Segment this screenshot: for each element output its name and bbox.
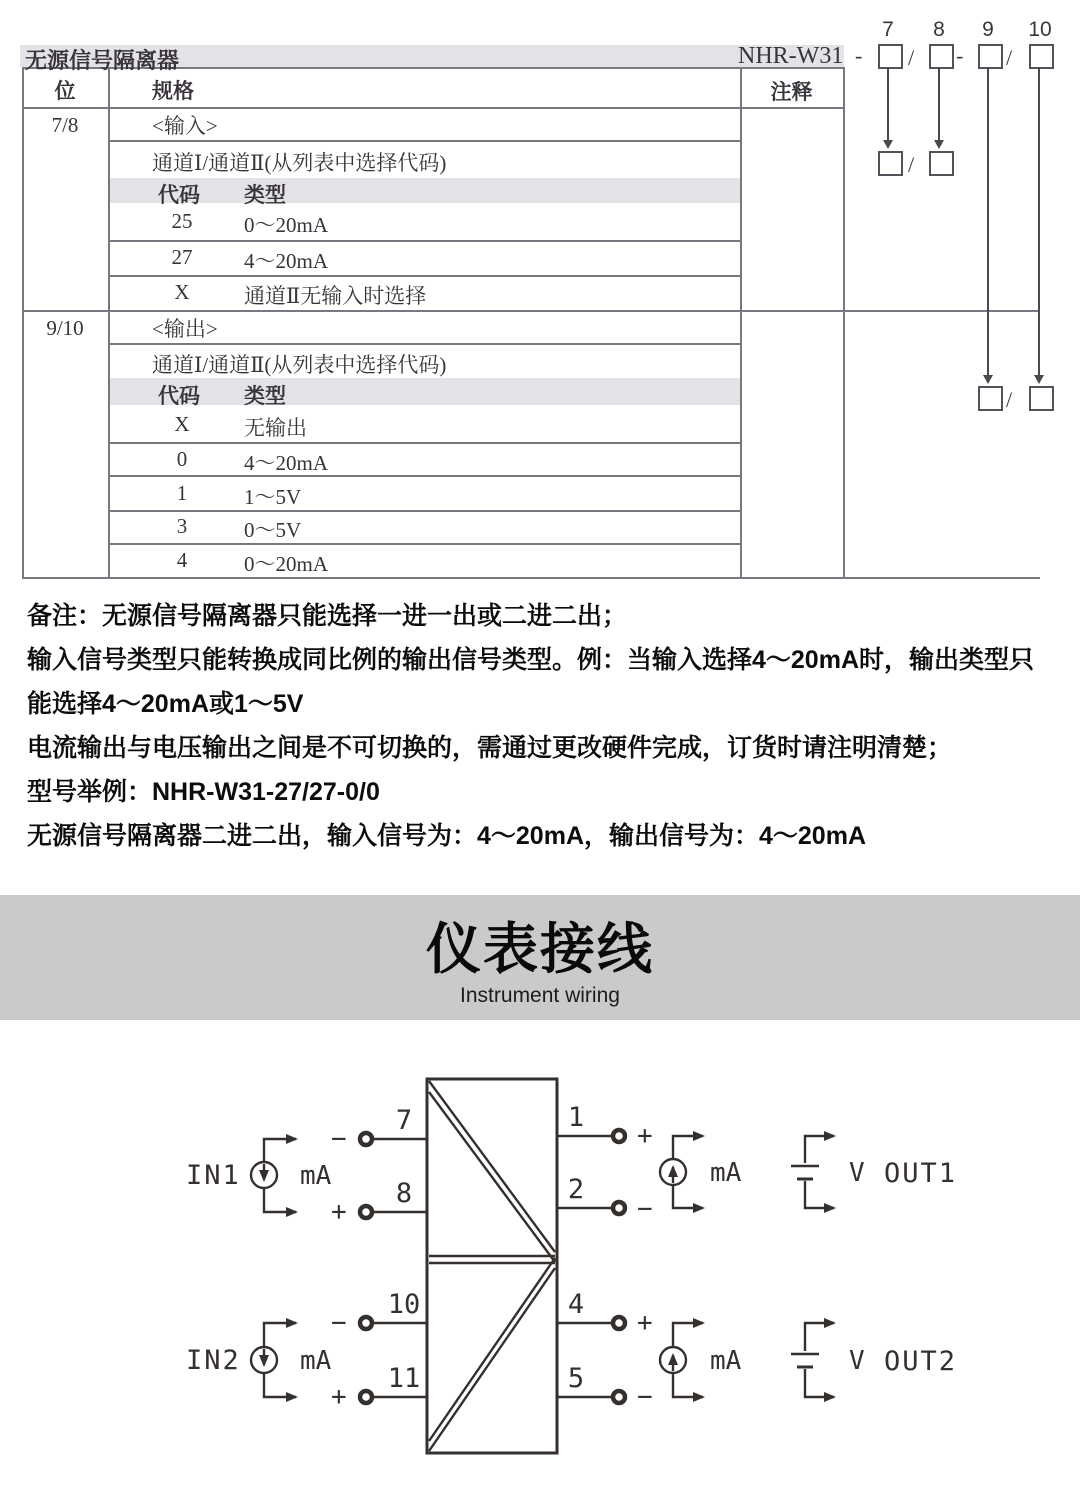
code-cell: 27 <box>171 245 193 269</box>
code-box-9 <box>978 44 1003 69</box>
terminal-2-label: 2 <box>567 1174 585 1205</box>
grid-line <box>108 67 110 579</box>
in1-label: IN1 <box>186 1160 241 1191</box>
slash-separator: / <box>1006 45 1013 70</box>
terminal-1 <box>613 1130 625 1142</box>
code-header-band-input <box>110 178 740 203</box>
section-pos: 7/8 <box>51 113 79 137</box>
drop-line-8 <box>938 67 940 141</box>
grid-line <box>740 67 742 579</box>
minus-sign: − <box>637 1194 653 1224</box>
grid-line <box>108 442 742 444</box>
code-box-7 <box>878 44 903 69</box>
plus-sign: + <box>637 1308 653 1338</box>
terminal-10 <box>360 1317 372 1329</box>
ma-label: mA <box>300 1161 332 1191</box>
code-header: 代码 <box>158 384 200 408</box>
digit-label-7: 7 <box>882 18 894 41</box>
col-header-note: 注释 <box>770 80 813 104</box>
code-header: 代码 <box>158 183 200 207</box>
code-cell: 3 <box>176 514 188 538</box>
arrow-down-icon <box>883 140 893 149</box>
drop-line-9 <box>987 67 989 376</box>
terminal-1-label: 1 <box>567 1102 585 1133</box>
terminal-5 <box>613 1391 625 1403</box>
terminal-5-label: 5 <box>567 1363 585 1394</box>
digit-label-9: 9 <box>982 18 994 41</box>
grid-line <box>108 475 742 477</box>
grid-line <box>22 577 1040 579</box>
grid-line <box>108 343 742 345</box>
v-label: V <box>849 1346 865 1376</box>
output-ch2-box <box>1029 386 1054 411</box>
grid-line <box>108 275 742 277</box>
banner-subtitle: Instrument wiring <box>460 984 620 1007</box>
type-cell: 0～5V <box>244 518 302 542</box>
banner-title: 仪表接线 <box>425 918 654 980</box>
minus-sign: − <box>637 1382 653 1412</box>
arrow-down-icon <box>1034 375 1044 384</box>
out1-label: OUT1 <box>884 1158 958 1189</box>
spec-header: <输入> <box>152 114 218 138</box>
terminal-10-label: 10 <box>387 1289 421 1320</box>
arrow-down-icon <box>983 375 993 384</box>
terminal-11 <box>360 1391 372 1403</box>
note-line: 无源信号隔离器二进二出，输入信号为：4～20mA，输出信号为：4～20mA <box>27 822 866 850</box>
type-cell: 通道Ⅱ无输入时选择 <box>244 284 427 308</box>
terminal-7 <box>360 1133 372 1145</box>
note-line: 备注：无源信号隔离器只能选择一进一出或二进二出； <box>27 602 628 630</box>
code-box-10 <box>1029 44 1054 69</box>
out2-label: OUT2 <box>884 1346 958 1377</box>
terminal-11-label: 11 <box>387 1363 421 1394</box>
ma-label: mA <box>710 1346 742 1376</box>
drop-line-10 <box>1038 67 1040 376</box>
col-header-pos: 位 <box>54 79 76 103</box>
arrow-down-icon <box>934 140 944 149</box>
voltage-load-icon <box>805 1136 834 1163</box>
plus-sign: + <box>637 1121 653 1151</box>
code-header-band-output <box>110 378 740 405</box>
page-title: 无源信号隔离器 <box>25 48 180 73</box>
type-cell: 1～5V <box>244 485 302 509</box>
grid-line <box>108 140 742 142</box>
spec-header: <输出> <box>152 317 218 341</box>
digit-label-8: 8 <box>933 18 945 41</box>
code-cell: 0 <box>176 447 188 471</box>
grid-line <box>108 510 742 512</box>
code-cell: 1 <box>176 481 188 505</box>
code-cell: 25 <box>171 209 193 233</box>
ma-label: mA <box>710 1158 742 1188</box>
channel-line: 通道Ⅰ/通道Ⅱ(从列表中选择代码) <box>152 353 447 377</box>
grid-line <box>108 543 742 545</box>
type-cell: 0～20mA <box>244 213 328 237</box>
code-cell: X <box>174 280 190 304</box>
type-cell: 0～20mA <box>244 552 328 576</box>
dash-separator: - <box>956 43 964 68</box>
note-line: 型号举例：NHR-W31-27/27-0/0 <box>27 778 380 806</box>
slash-separator: / <box>908 152 915 177</box>
type-cell: 4～20mA <box>244 451 328 475</box>
drop-line-7 <box>887 67 889 141</box>
terminal-4 <box>613 1317 625 1329</box>
slash-separator: / <box>908 45 915 70</box>
digit-label-10: 10 <box>1028 18 1052 41</box>
note-line: 电流输出与电压输出之间是不可切换的，需通过更改硬件完成，订货时请注明清楚； <box>27 734 953 762</box>
ordering-table <box>0 0 1080 580</box>
plus-sign: + <box>331 1382 347 1412</box>
isolator-box <box>427 1079 557 1453</box>
notes-section <box>27 594 1067 858</box>
dash-separator: - <box>855 43 863 68</box>
channel-line: 通道Ⅰ/通道Ⅱ(从列表中选择代码) <box>152 151 447 175</box>
col-header-spec: 规格 <box>152 79 194 103</box>
in2-label: IN2 <box>186 1345 241 1376</box>
slash-separator: / <box>1006 387 1013 412</box>
code-cell: X <box>174 412 190 436</box>
code-cell: 4 <box>176 548 188 572</box>
model-number: NHR-W31 <box>738 43 844 69</box>
type-cell: 4～20mA <box>244 249 328 273</box>
grid-line <box>22 107 845 109</box>
section-pos: 9/10 <box>46 316 84 340</box>
terminal-7-label: 7 <box>395 1105 413 1136</box>
terminal-2 <box>613 1202 625 1214</box>
minus-sign: − <box>331 1124 347 1154</box>
grid-line <box>22 310 1040 312</box>
input-ch1-box <box>878 151 903 176</box>
terminal-4-label: 4 <box>567 1289 585 1320</box>
terminal-8-label: 8 <box>395 1178 413 1209</box>
wiring-diagram <box>0 1050 1080 1493</box>
note-line: 能选择4～20mA或1～5V <box>27 690 304 718</box>
grid-line <box>843 67 845 579</box>
note-line: 输入信号类型只能转换成同比例的输出信号类型。例：当输入选择4～20mA时，输出类型只 <box>27 646 1034 674</box>
output-ch1-box <box>978 386 1003 411</box>
terminal-8 <box>360 1206 372 1218</box>
minus-sign: − <box>331 1308 347 1338</box>
section-banner <box>0 895 1080 1020</box>
voltage-load-icon <box>805 1323 834 1351</box>
grid-line <box>108 240 742 242</box>
v-label: V <box>849 1158 865 1188</box>
plus-sign: + <box>331 1197 347 1227</box>
type-cell: 无输出 <box>244 416 307 440</box>
type-header: 类型 <box>244 384 286 408</box>
type-header: 类型 <box>244 183 286 207</box>
code-box-8 <box>929 44 954 69</box>
input-ch2-box <box>929 151 954 176</box>
ma-label: mA <box>300 1346 332 1376</box>
